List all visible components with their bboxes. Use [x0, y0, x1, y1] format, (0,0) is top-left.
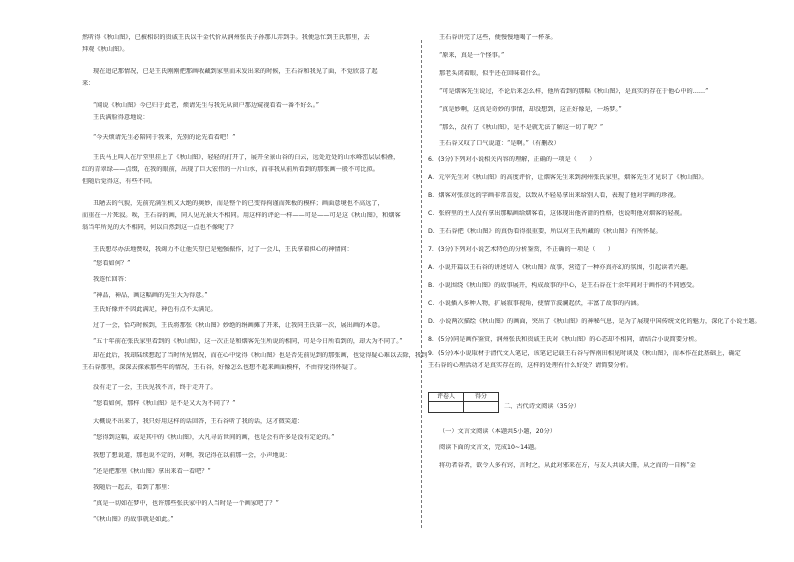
- text-line: 王石谷又叹了口气说道：“是啊。”（有删改）: [439, 140, 560, 147]
- option-a: A．元宰先生对《秋山图》的高度评价，让烟客先生来到润州张氏家里，烟客先生才见识了《秋山图》。: [428, 174, 708, 181]
- text-line: 拜观《秋山图》。: [82, 46, 129, 53]
- text-line: “原来，真是一个怪事。”: [439, 52, 505, 59]
- text-line: “真是妙啊，这真是奇妙的事情，却没想到，这正好像是，一场梦。”: [439, 106, 622, 113]
- score-table: [428, 392, 499, 413]
- text-line: “真是一切如在梦中，也许那些张氏家中的人当时是一个画家吧了？”: [93, 500, 279, 507]
- text-line: 我想了想说道，那也说不定的，对啊，我记得在以前那一会，小声地说：: [93, 452, 291, 459]
- text-line: “您看如何？”: [93, 260, 131, 267]
- instruction-text: 阅读下面的文言文，完成10~14题。: [439, 444, 541, 451]
- text-line: 那老头闭着眼，似乎还在回味着什么。: [439, 70, 545, 77]
- score-table-score-header: 得分: [464, 393, 499, 402]
- option-a: A．小说开篇以王石谷的讲述切入《秋山图》故事，营造了一种亦真亦幻的氛围，引起读者兴趣。: [428, 264, 693, 271]
- text-line: 过了一会，恰巧时候到，王氏将那张《秋山图》妙绝的绢画摊了开来，让我同王氏第一次，展出画的本意。: [93, 322, 384, 329]
- subsection-title: （一）文言文阅读（本题共5小题，20分）: [439, 428, 556, 435]
- text-line: “五十年前在张氏家里看到的《秋山图》，这一次正是和烟客先生所说的相同，可是今日所看到的，却大为不同了。”: [93, 338, 403, 345]
- text-line: 将功者谷者，欲令人多有窍，言时之，从此对邪来在方，与友人共读大冊，从之而的一自称“金: [439, 462, 696, 469]
- text-line: 王石谷讲完了这些，便慢慢地喝了一杯茶。: [439, 34, 557, 41]
- text-line: 王氏好像并不因此满足，神色有点不太满足。: [93, 306, 217, 313]
- text-line: 没有走了一会，王氏见我不言，终于走开了。: [93, 384, 217, 391]
- text-line: 王氏满脸得意地说：: [93, 114, 149, 121]
- text-line: “那么，没有了《秋山图》，是不是就无法了解这一切了呢？”: [439, 124, 604, 131]
- text-line: 然听得《秋山图》，已被相识的贵戚王氏以千金代价从润州张氏子孙那儿弄到手。我便急忙到王氏那里，去: [82, 34, 370, 41]
- option-c: C．小说插入多种人物，扩展叙事视角，使情节波澜起伏，丰富了故事的内涵。: [428, 300, 643, 307]
- option-d: D．小说两次描绘《秋山图》的画面，突出了《秋山图》的神秘气息，是为了展现中国传统文化的魅力，深化了小说主题。: [428, 318, 761, 325]
- text-line: 王石谷那里，深深去探索那些年的情况，王石谷，好像怎么也想不起来画面模样，不由得觉得怀疑了。: [82, 364, 361, 371]
- score-table-grader-header: 评卷人: [429, 393, 464, 402]
- text-line: 我连忙回答：: [93, 276, 131, 283]
- text-line: “神品，神品，画这幅画的先生大为得意。”: [93, 292, 208, 299]
- text-line: 红的青翠绿——点缀，在我的眼前，出现了巨大宏伟的一片山水，而非我从前所看到的那张画一般不可比拟。: [82, 166, 379, 173]
- score-table-score-cell: [464, 402, 499, 413]
- text-line: 王氏想尽办法地赞叹，我竭力不让他失望已是勉强振作，过了一会儿，王氏拿着担心的神情问：: [93, 246, 353, 253]
- option-d: D．王石谷把《秋山图》的真伪看得很重要，所以对王氏所藏的《秋山图》有所怀疑。: [428, 228, 662, 235]
- question-8: 8．(5分)同是画作鉴赏，润州张氏和贵戚王氏对《秋山图》的心态却不相同，请结合小说简要分析。: [428, 336, 701, 343]
- text-line: 丑陋去的气貌，先前充满生机又大绝的奥妙，而是整个的已变得拘谨而死板的模样；画面意境也不高远了，: [93, 200, 384, 207]
- option-c: C．张府里的主人没有拿出那幅画给烟客看，这体现出他吝啬的性格，也说明他对烟客的轻视。: [428, 210, 687, 217]
- text-line: 却在此后，我却陆续想起了当时所见情况，而在心中觉得《秋山图》也是否先前见到的那张画，也觉得疑心难以去除，我到: [93, 352, 428, 359]
- question-6: 6．(3分)下列对小说相关内容的理解，正确的一项是（ ）: [428, 156, 596, 163]
- text-line: 翁当年所见的大不相同，何以自然到这一点也不像呢了？: [82, 224, 237, 231]
- text-line: “今天烦请先生必陪同于我来，先别的论先看看吧！”: [93, 134, 236, 141]
- section-title: 二、古代诗文阅读（35分）: [504, 403, 580, 410]
- option-b: B．小说围绕《秋山图》的故事展开，构成故事的中心，是王石谷在十余年间对于画作的不同感受。: [428, 282, 699, 289]
- question-9: 9．(5分)本小说取材于清代文人笔记，该笔记记载王石谷与恽南田相见时谈及《秋山图》，而本作在此基础上，确定: [428, 350, 741, 357]
- score-table-grader-cell: [429, 402, 464, 413]
- text-line: “您得到这幅，或是其中的《秋山图》，大凡寻访世间的画，也是会有许多是没有定论的。”: [93, 434, 335, 441]
- question-7: 7．(3分)下列对小说艺术特色的分析鉴赏，不正确的一项是（ ）: [428, 246, 614, 253]
- question-9-continued: 王石谷的心理活动才是真实存在的，这样的处理有什么好处？请简要分析。: [428, 362, 633, 369]
- text-line: 而重在一片死寂。唉，王石谷的画，同人见光景大不相同。用这样的评论一样——可是——可是这《秋山图》，和烟客: [82, 212, 401, 219]
- column-divider: [421, 40, 422, 528]
- option-b: B．烟客对张彦远的字画非常喜爱，以致从不轻易拿出来给别人看，表现了他对字画的珍视。: [428, 192, 680, 199]
- text-line: 我随后一起去，看到了那里：: [93, 484, 174, 491]
- text-line: “您看如何，那样《秋山图》是不是又大为不同了？”: [93, 400, 236, 407]
- text-line: “还是把那里《秋山图》拿出来看一看吧？”: [93, 468, 211, 475]
- text-line: 王氏马上叫人在厅堂里挂上了《秋山图》，轻轻的打开了，展开全景山谷的白云，远处近处的山水峰峦层层相叠，: [93, 154, 400, 161]
- text-line: “《秋山图》的故事就是如此。”: [93, 516, 174, 523]
- text-line: 大概说不出来了，我只好用这样的话回答，王石谷听了我的话，这才微笑道：: [93, 418, 304, 425]
- text-line: 来：: [82, 80, 95, 87]
- text-line: “可是烟客先生说过，不论后来怎么样，他所看到的那幅《秋山图》，是真实的存在于他心中的……”: [439, 88, 709, 95]
- text-line: 但随后觉得这，有些不同。: [82, 178, 157, 185]
- text-line: 现在追记那情况，已是王氏刚刚把那画收藏到家里而未发出来的时候，王石谷和我见了面，不觉欣喜了起: [93, 68, 378, 75]
- text-line: “闻说《秋山图》今已归于此老，烦请先生与我先从窗户那边窥视看看一番不好么。”: [93, 102, 319, 109]
